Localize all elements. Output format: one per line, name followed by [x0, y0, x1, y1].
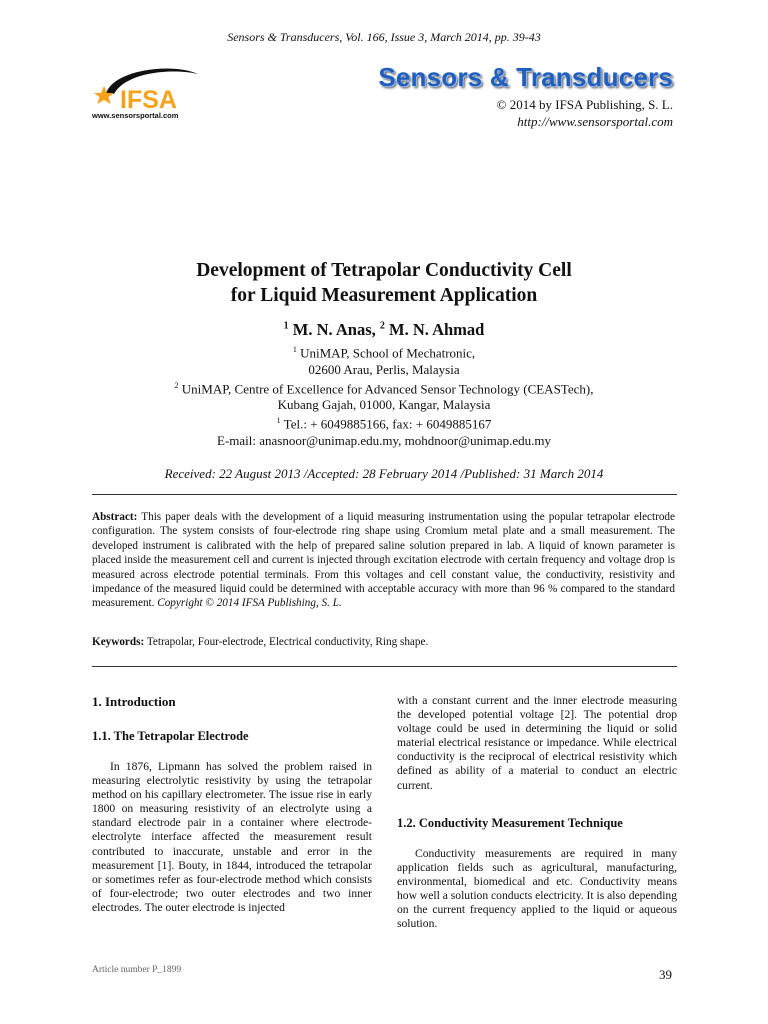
keywords [92, 636, 675, 648]
email: E-mail: anasnoor@unimap.edu.my, mohdnoor@unimap.edu.my [217, 433, 551, 448]
keywords-text: Tetrapolar, Four-electrode, Electrical conductivity, Ring shape. [146, 636, 429, 648]
affil-1-line-1: UniMAP, School of Mechatronic, [300, 345, 476, 361]
abstract-label: Abstract: [92, 511, 138, 523]
keywords-label: Keywords: [92, 636, 145, 648]
title-line-2: for Liquid Measurement Application [230, 285, 538, 306]
logo-text: IFSA [120, 86, 177, 112]
tetrapolar-paragraph: In 1876, Lipmann has solved the problem raised in measuring electrolytic resistivity by using the tetrapolar method on his capillary electrometer. The issue rise in early 1800 on measuring resistivity of an electrolyte using a standard electrode pair in a container where electrode-electrolyte interface affected the measurement result contributed to inaccurate, unstable and error in the measurement [1]. Bouty, in 1844, introduced the tetrapolar or sometimes refer as four-electrode method which consists of four-electrode; two outer electrodes and two inner electrodes. The outer electrode is injected [92, 760, 372, 914]
author-2-sup: 2 [379, 320, 385, 332]
journal-brand: Sensors & Transducers [378, 62, 673, 92]
affil-2-line-1: UniMAP, Centre of Excellence for Advanced Sensor Technology (CEASTech), [181, 381, 594, 397]
logo-url: www.sensorsportal.com [92, 111, 179, 120]
abstract-copyright: Copyright © 2014 IFSA Publishing, S. L. [157, 597, 342, 610]
left-column [92, 694, 372, 915]
authors [0, 320, 768, 340]
journal-citation: Sensors & Transducers, Vol. 166, Issue 3, March 2014, pp. 39-43 [227, 30, 541, 44]
affil-1-line-2: 02600 Arau, Perlis, Malaysia [308, 361, 460, 377]
affil-1-sup: 1 [292, 345, 297, 354]
telephone: Tel.: + 6049885166, fax: + 6049885167 [283, 416, 492, 432]
conductivity-paragraph: Conductivity measurements are required in many application fields such as agricultural, manufacturing, environmental, biomedical and etc. Conductivity means how well a solution conducts electricity. It is also depending on the current frequency applied to the liquid or aqueous solution. [397, 846, 678, 931]
divider-top [92, 494, 677, 495]
divider-bottom [92, 666, 677, 667]
publication-dates: Received: 22 August 2013 /Accepted: 28 February 2014 /Published: 31 March 2014 [164, 466, 604, 481]
paper-title [0, 258, 768, 308]
abstract [92, 510, 675, 611]
section-introduction-heading: 1. Introduction [92, 694, 176, 709]
ifsa-logo [92, 64, 204, 124]
copyright: © 2014 by IFSA Publishing, S. L. [496, 97, 673, 112]
title-line-1: Development of Tetrapolar Conductivity Cell [196, 260, 572, 281]
page-number: 39 [659, 967, 672, 982]
abstract-text: This paper deals with the development of a liquid measuring instrumentation using the popular tetrapolar electrode configuration. The system consists of four-electrode ring shape using Cromium metal plate and a small measurement. The developed instrument is calibrated with the help of prepared saline solution prepared in lab. A liquid of known parameter is placed inside the measurement cell and current is injected through excitation electrode with certain frequency and voltage drop is measured across electrode potential terminals. From this voltages and cell constant value, the conductivity, resistivity and impedance of the measured liquid could be determined with acceptable accuracy with more than 96 % compared to the standard measurement. [92, 511, 675, 610]
author-1: M. N. Anas, [292, 320, 376, 339]
right-column [397, 694, 677, 931]
section-tetrapolar-heading: 1.1. The Tetrapolar Electrode [92, 729, 249, 743]
affiliations [0, 342, 768, 449]
affil-2-line-2: Kubang Gajah, 01000, Kangar, Malaysia [277, 397, 491, 413]
affil-2-sup: 2 [174, 380, 179, 390]
continuation-paragraph: with a constant current and the inner electrode measuring the developed potential voltage [2]. The potential drop voltage could be used in determining the liquid or solid material electrical resistance or impedance. While electrical conductivity is the reciprocal of electrical resistivity which defined as ability of a material to conduct an electric current. [397, 694, 677, 792]
section-conductivity-heading: 1.2. Conductivity Measurement Technique [397, 815, 623, 830]
article-number: Article number P_1899 [92, 965, 182, 975]
author-2: M. N. Ahmad [389, 320, 485, 339]
tel-sup: 1 [276, 416, 281, 426]
author-1-sup: 1 [283, 320, 289, 332]
website-link[interactable]: http://www.sensorsportal.com [517, 114, 673, 129]
